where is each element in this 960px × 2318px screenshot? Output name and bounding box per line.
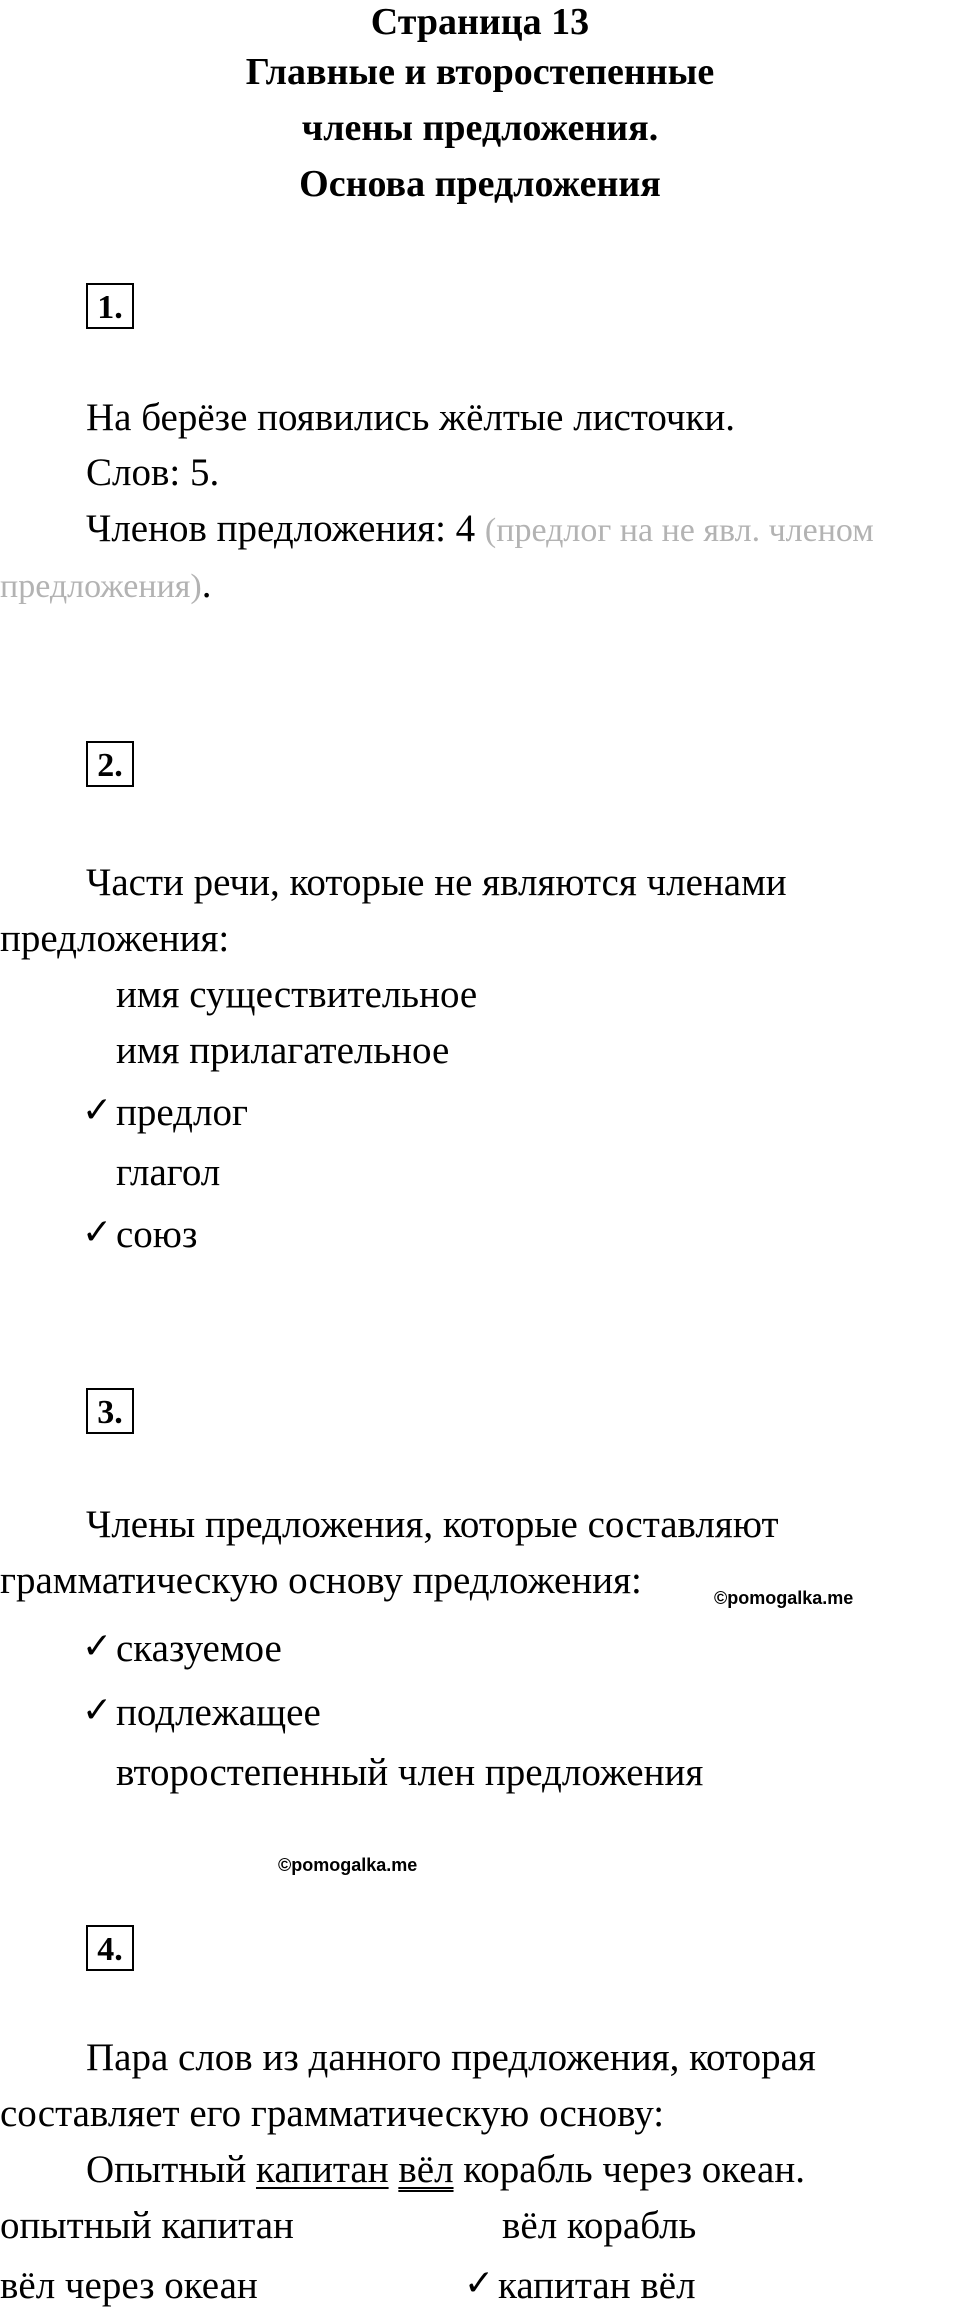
task2-option-3: предлог [116, 1091, 248, 1134]
task2-option-4: глагол [116, 1151, 221, 1194]
task4-option-3: вёл через океан [0, 2264, 258, 2307]
task4-sentence [86, 2147, 805, 2192]
page-number: Страница 13 [370, 1, 590, 43]
watermark-2: ©pomogalka.me [278, 1855, 418, 1875]
watermark-1: ©pomogalka.me [714, 1588, 854, 1608]
task3-question-line2: грамматическую основу предложения: [0, 1559, 642, 1602]
task4-question-line1: Пара слов из данного предложения, которая [86, 2036, 816, 2079]
task4-subject: капитан [255, 2148, 389, 2191]
task4-question-line2: составляет его грамматическую основу: [0, 2092, 665, 2135]
task2-option-5: союз [116, 1213, 198, 1256]
task1-note-continued [0, 562, 212, 607]
check-icon: ✓ [82, 1090, 113, 1131]
title-line-2: члены предложения. [301, 107, 659, 149]
task-number-4: 4. [86, 1925, 134, 1971]
task4-predicate: вёл [398, 2148, 454, 2191]
task4-option-2: вёл корабль [502, 2204, 697, 2247]
check-icon: ✓ [82, 1626, 113, 1667]
task1-sentence: На берёзе появились жёлтые листочки. [86, 396, 736, 439]
check-icon: ✓ [82, 1212, 113, 1253]
task2-question-line2: предложения: [0, 917, 230, 960]
task2-option-2: имя прилагательное [116, 1029, 450, 1072]
title-line-1: Главные и второстепенные [245, 51, 715, 93]
task-number-2: 2. [86, 741, 134, 787]
task1-note-line2: предложения) [0, 568, 202, 605]
task-number-3: 3. [86, 1388, 134, 1434]
task-number-1: 1. [86, 283, 134, 329]
check-icon: ✓ [82, 1690, 113, 1731]
task4-option-1: опытный капитан [0, 2204, 294, 2247]
task4-sentence-rest: корабль через океан. [463, 2148, 805, 2191]
title-line-3: Основа предложения [299, 163, 661, 205]
task1-members-text: Членов предложения: 4 [86, 507, 485, 550]
task1-end-dot: . [201, 563, 212, 606]
task1-words: Слов: 5. [86, 451, 220, 494]
check-icon: ✓ [464, 2263, 495, 2304]
task1-note-line1: (предлог на не явл. членом [484, 512, 874, 549]
task3-question-line1: Члены предложения, которые составляют [86, 1503, 779, 1546]
task4-option-4: капитан вёл [498, 2264, 696, 2307]
task1-members [86, 506, 874, 551]
task3-option-3: второстепенный член предложения [116, 1751, 704, 1794]
task2-question-line1: Части речи, которые не являются членами [86, 861, 787, 904]
task4-word-1: Опытный [86, 2148, 247, 2191]
task2-option-1: имя существительное [116, 973, 478, 1016]
task3-option-2: подлежащее [116, 1691, 321, 1734]
task3-option-1: сказуемое [116, 1627, 282, 1670]
